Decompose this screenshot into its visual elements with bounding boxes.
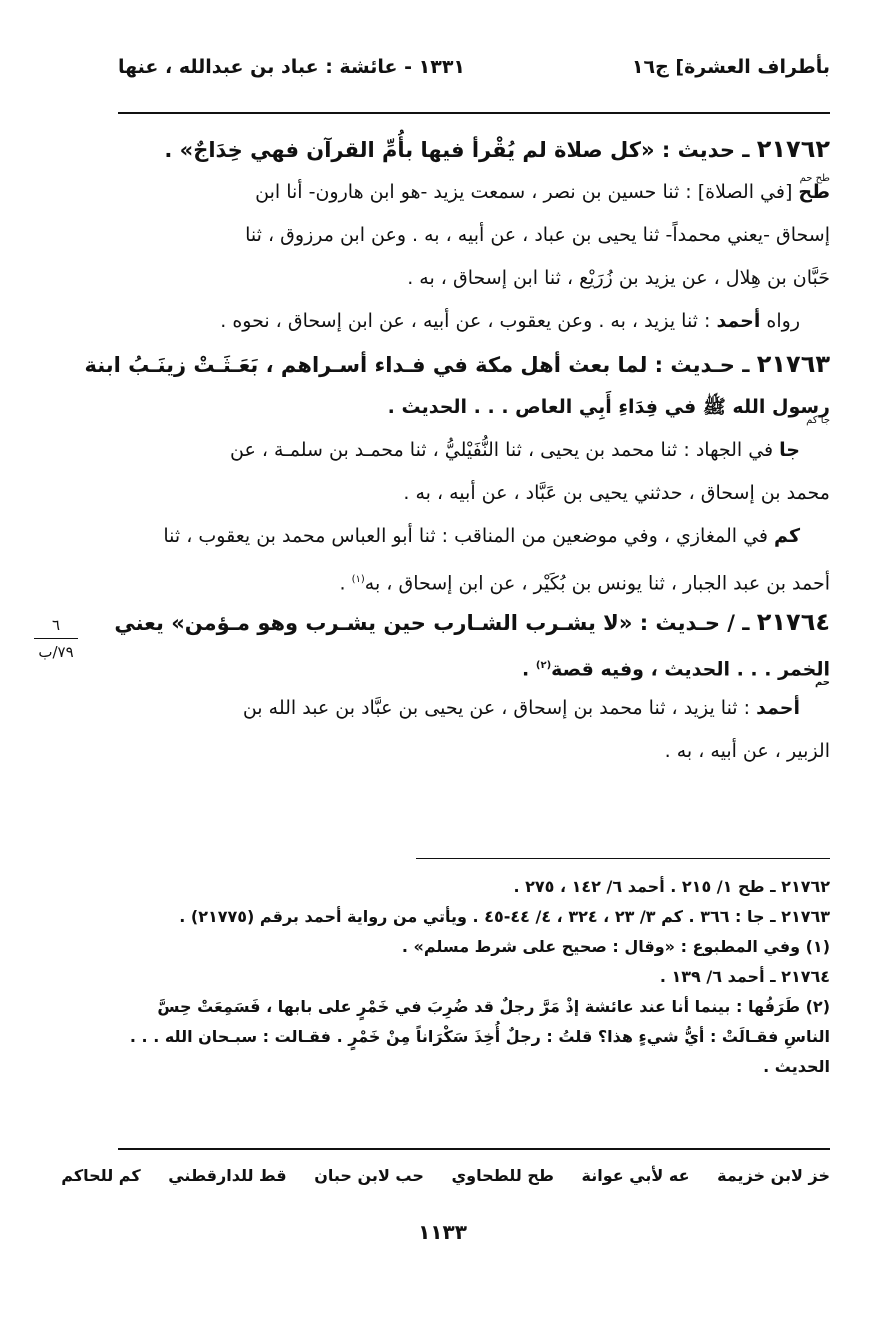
hadith-title-21762 <box>118 128 830 171</box>
hadith-number: ٢١٧٦٣ <box>756 350 830 378</box>
sigla-marker: جا كم <box>806 415 830 426</box>
hadith-text: رسول الله ﷺ في فِدَاءِ أَبِي العاص . . . الحديث . <box>387 396 830 418</box>
footnote-ref[interactable]: (٢) <box>535 660 552 671</box>
hadith-line <box>118 644 830 687</box>
manuscript-folio-marker <box>30 616 82 661</box>
chain-text: . <box>339 572 352 595</box>
hadith-line <box>118 515 830 558</box>
folio-bottom: ٧٩/ب <box>38 643 74 661</box>
page-header <box>118 56 830 92</box>
chain-text: في الجهاد : ثنا محمد بن يحيى ، ثنا النُّفَيْليُّ ، ثنا محمـد بن سلمـة ، عن <box>229 439 780 461</box>
hadith-line <box>118 386 830 429</box>
folio-divider <box>34 638 78 639</box>
footnote-line: (١) وفي المطبوع : «وقال : صحيح على شرط مسلم» . <box>401 937 830 956</box>
hadith-text: ـ / حـديث : «لا يشـرب الشـارب حين يشـرب وهو مـؤمن» يعني <box>114 611 757 635</box>
footnote-line: ٢١٧٦٤ ـ أحمد ٦/ ١٣٩ . <box>659 967 830 986</box>
source-keyword: جا <box>779 439 800 461</box>
legend-item: عه لأبي عوانة <box>581 1166 690 1185</box>
header-rule <box>118 112 830 114</box>
source-keyword: كم <box>774 525 800 547</box>
footnotes <box>118 872 830 1082</box>
sigla-marker: حم <box>814 677 830 689</box>
hadith-number: ٢١٧٦٤ <box>756 608 830 636</box>
hadith-line <box>118 558 830 601</box>
chain-text: في المغازي ، وفي موضعين من المناقب : ثنا أبو العباس محمد بن يعقوب ، ثنا <box>163 525 775 547</box>
hadith-text: ـ حـديث : لما بعث أهل مكة في فـداء أسـراهم ، بَعَـثَـتْ زينَـبُ ابنة <box>84 353 757 377</box>
hadith-title-21763 <box>84 343 830 386</box>
source-keyword: طح <box>798 181 830 203</box>
hadith-text: . <box>522 658 536 681</box>
hadith-text: الخمر . . . الحديث ، وفيه قصة <box>551 658 830 681</box>
hadith-text: ـ حديث : «كل صلاة لم يُقْرأ فيها بأُمِّ القرآن فهي خِدَاجٌ» . <box>164 138 757 162</box>
hadith-line: حَبَّان بن هِلال ، عن يزيد بن زُرَيْع ، ثنا ابن إسحاق ، به . <box>407 267 830 289</box>
chain-text: أحمد بن عبد الجبار ، ثنا يونس بن بُكَيْر ، عن ابن إسحاق ، به <box>364 572 830 595</box>
legend-item: حب لابن حبان <box>314 1166 424 1185</box>
page-number: ١١٣٣ <box>418 1220 467 1244</box>
hadith-line: الزبير ، عن أبيه ، به . <box>664 740 830 762</box>
chain-text: [في الصلاة] : ثنا حسين بن نصر ، سمعت يزيد -هو ابن هارون- أنا ابن <box>255 181 799 203</box>
siglum <box>798 171 830 214</box>
chain-text: رواه <box>760 310 800 332</box>
footnote-rule <box>416 858 830 859</box>
chain-text: : ثنا يزيد ، ثنا محمد بن إسحاق ، عن يحيى بن عبَّاد بن عبد الله بن <box>242 697 757 719</box>
hadith-line <box>118 687 830 730</box>
footnote-line: ٢١٧٦٢ ـ طح ١/ ٢١٥ . أحمد ٦/ ١٤٢ ، ٢٧٥ . <box>513 877 830 896</box>
legend-item: كم للحاكم <box>61 1166 141 1185</box>
hadith-line <box>118 171 830 214</box>
hadith-line <box>118 429 830 472</box>
hadith-number: ٢١٧٦٢ <box>756 135 830 163</box>
chain-text: : ثنا يزيد ، به . وعن يعقوب ، عن أبيه ، عن ابن إسحاق ، نحوه . <box>220 310 717 332</box>
hadith-title-21764 <box>114 601 830 644</box>
hadith-line <box>118 300 830 343</box>
source-keyword: أحمد <box>756 697 800 719</box>
footnote-line: الناسِ فقـالَتْ : أيُّ شيءٍ هذا؟ قلتُ : رجلٌ أُخِذَ سَكْرَاناً مِنْ خَمْرٍ . فقـالت : سبـحان الله . . . <box>129 1027 830 1046</box>
footnote-line: ٢١٧٦٣ ـ جا : ٣٦٦ . كم ٣/ ٢٣ ، ٣٢٤ ، ٤/ ٤٤-٤٥ . ويأتي من رواية أحمد برقم (٢١٧٧٥) . <box>179 907 830 926</box>
sigla-marker: طح حم <box>799 173 830 184</box>
footnote-ref[interactable]: (١) <box>351 574 365 585</box>
abbreviation-legend <box>61 1166 830 1185</box>
legend-item: طح للطحاوي <box>451 1166 554 1185</box>
hadith-line: إسحاق -يعني محمداً- ثنا يحيى بن عباد ، عن أبيه ، به . وعن ابن مرزوق ، ثنا <box>245 224 830 246</box>
folio-top: ٦ <box>51 616 61 634</box>
footnote-line: (٢) طَرَفُها : بينما أنا عند عائشة إذْ مَرَّ رجلٌ قد ضُرِبَ في خَمْرٍ على بابها ، فَسَمِعَتْ حِسَّ <box>157 997 830 1016</box>
source-keyword: أحمد <box>716 310 761 332</box>
legend-item: قط للدارقطني <box>168 1166 287 1185</box>
legend-item: خز لابن خزيمة <box>717 1166 830 1185</box>
footer-rule <box>118 1148 830 1150</box>
footnote-line: الحديث . <box>763 1057 830 1076</box>
running-head: ١٣٣١ - عائشة : عباد بن عبدالله ، عنها <box>118 56 466 78</box>
hadith-line: محمد بن إسحاق ، حدثني يحيى بن عَبَّاد ، عن أبيه ، به . <box>403 482 830 504</box>
main-text <box>84 128 830 773</box>
book-title: بأطراف العشرة] ج١٦ <box>631 56 830 78</box>
